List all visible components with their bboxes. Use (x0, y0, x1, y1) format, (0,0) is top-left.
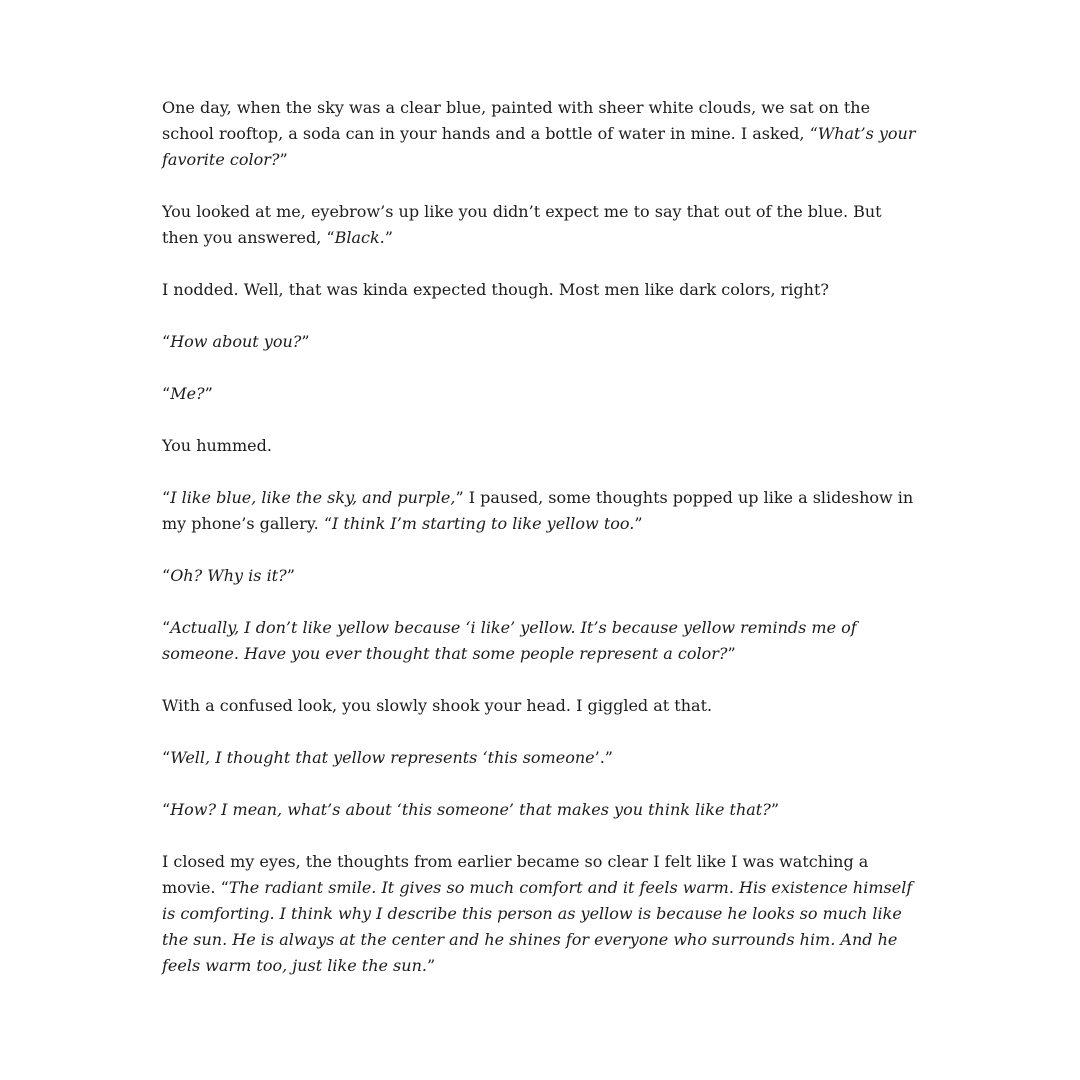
dialogue-italic-text: Well, I thought that yellow represents ‘this someone (170, 748, 595, 767)
narration-text: ” (426, 956, 436, 975)
narration-text: You hummed. (162, 436, 272, 455)
narration-text: “ (162, 384, 171, 403)
dialogue-italic-text: What’s your favorite color? (162, 124, 916, 169)
dialogue-italic-text: The radiant smile. It gives so much comfort and it feels warm. His existence himself is comforting. I think why I describe this person as yellow is because he looks so much like the sun. He is always at the center and he shines for everyone who surrounds him. And he feels warm too, just like the sun. (162, 878, 913, 975)
narration-text: ” (384, 228, 393, 247)
narration-text: ” I paused, some thoughts popped up like a slideshow in my phone’s gallery. “ (162, 488, 914, 533)
narration-text: ” (770, 800, 779, 819)
story-paragraph (162, 797, 918, 823)
dialogue-italic-text: Oh? Why is it? (170, 566, 287, 585)
narration-text: ” (279, 150, 288, 169)
story-paragraph (162, 485, 918, 537)
narration-text: I nodded. Well, that was kinda expected though. Most men like dark colors, right? (162, 280, 829, 299)
narration-text: ” (634, 514, 643, 533)
narration-text: “ (162, 332, 171, 351)
dialogue-italic-text: How about you? (170, 332, 302, 351)
narration-text: One day, when the sky was a clear blue, painted with sheer white clouds, we sat on the school rooftop, a soda can in your hands and a bottle of water in mine. I asked, “ (162, 98, 871, 143)
story-paragraph (162, 433, 918, 459)
story-paragraph (162, 563, 918, 589)
story-paragraph (162, 381, 918, 407)
dialogue-italic-text: Black. (334, 228, 385, 247)
story-paragraph (162, 693, 918, 719)
narration-text: ” (727, 644, 736, 663)
narration-text: You looked at me, eyebrow’s up like you didn’t expect me to say that out of the blue. But then you answered, “ (162, 202, 882, 247)
narration-text: ’.” (594, 748, 613, 767)
dialogue-italic-text: How? I mean, what’s about ‘this someone’ that makes you think like that? (170, 800, 771, 819)
story-paragraph (162, 199, 918, 251)
narration-text: ” (286, 566, 295, 585)
story-paragraph (162, 329, 918, 355)
narration-text: I closed my eyes, the thoughts from earlier became so clear I felt like I was watching a movie. “ (162, 852, 869, 897)
narration-text: “ (162, 488, 171, 507)
narration-text: “ (162, 800, 171, 819)
story-paragraph (162, 277, 918, 303)
narration-text: “ (162, 618, 171, 637)
dialogue-italic-text: Me? (170, 384, 205, 403)
story-text-body (162, 95, 918, 979)
story-paragraph (162, 849, 918, 979)
story-paragraph (162, 615, 918, 667)
story-paragraph (162, 745, 918, 771)
story-paragraph (162, 95, 918, 173)
narration-text: ” (204, 384, 213, 403)
dialogue-italic-text: Actually, I don’t like yellow because ‘i like’ yellow. It’s because yellow reminds me of someone. Have you ever thought that some people represent a color? (162, 618, 857, 663)
narration-text: “ (162, 748, 171, 767)
dialogue-italic-text: I like blue, like the sky, and purple, (170, 488, 456, 507)
narration-text: With a confused look, you slowly shook your head. I giggled at that. (162, 696, 713, 715)
dialogue-italic-text: I think I’m starting to like yellow too. (332, 514, 635, 533)
narration-text: “ (162, 566, 171, 585)
narration-text: ” (301, 332, 310, 351)
